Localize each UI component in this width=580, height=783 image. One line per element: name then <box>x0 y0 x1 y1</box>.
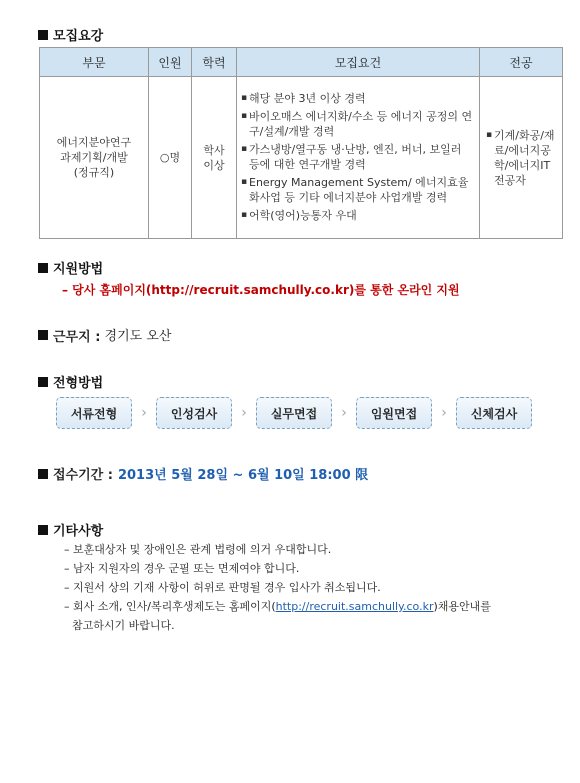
square-bullet-icon <box>38 377 48 387</box>
period-title: 접수기간 : <box>53 468 113 483</box>
education-line: 학사 <box>203 143 225 157</box>
department-line: 에너지분야연구 <box>56 136 132 149</box>
condition-item: ▪ Energy Management System/ 에너지효율화사업 등 기타 에너지분야 사업개발 경력 <box>241 175 475 205</box>
education-line: 이상 <box>203 158 225 172</box>
major-text: ▪ 기계/화공/재료/에너지공학/에너지IT 전공자 <box>486 128 558 188</box>
col-header-major: 전공 <box>480 48 563 77</box>
location-value: 경기도 오산 <box>104 329 172 344</box>
etc-list <box>64 540 491 635</box>
condition-item: ▪ 가스냉방/열구동 냉·난방, 엔진, 버너, 보일러 등에 대한 연구개발 경력 <box>241 142 475 172</box>
location-title <box>38 326 100 345</box>
etc-title-text: 기타사항 <box>53 524 104 539</box>
process-step: 인성검사 <box>156 397 232 429</box>
square-bullet-icon <box>38 330 48 340</box>
conditions-list <box>241 91 475 223</box>
process-step: 서류전형 <box>56 397 132 429</box>
col-header-education: 학력 <box>192 48 237 77</box>
process-steps <box>56 397 532 429</box>
location-title-text: 근무지 : <box>53 329 101 345</box>
col-header-headcount: 인원 <box>149 48 192 77</box>
period-value: 2013년 5월 28일 ~ 6월 10일 18:00 限 <box>117 468 369 483</box>
list-item: – 보훈대상자 및 장애인은 관계 법령에 의거 우대합니다. <box>64 543 332 556</box>
etc-last-suffix: )채용안내를 <box>433 600 491 613</box>
department-cell <box>40 77 149 239</box>
recruit-table <box>39 47 563 239</box>
headcount-cell: ○명 <box>149 77 192 239</box>
table-header-row <box>40 48 563 77</box>
major-cell <box>480 77 563 239</box>
etc-last-prefix: – 회사 소개, 인사/복리후생제도는 홈페이지( <box>64 600 276 613</box>
location-line <box>38 325 171 345</box>
square-bullet-icon <box>38 263 48 273</box>
condition-item: ▪ 바이오매스 에너지화/수소 등 에너지 공정의 연구/설계/개발 경력 <box>241 109 475 139</box>
department-line: 과제기획/개발 <box>60 151 128 164</box>
education-cell <box>192 77 237 239</box>
chevron-right-icon: › <box>141 405 147 421</box>
square-bullet-icon <box>38 525 48 535</box>
list-item <box>64 597 491 616</box>
recruit-title-text: 모집요강 <box>53 29 104 44</box>
recruit-section-title <box>38 25 103 44</box>
apply-title-text: 지원방법 <box>53 262 104 277</box>
apply-section-title <box>38 258 103 277</box>
condition-item: ▪ 해당 분야 3년 이상 경력 <box>241 91 475 106</box>
process-title-text: 전형방법 <box>53 376 104 391</box>
recruit-site-link[interactable]: http://recruit.samchully.co.kr <box>275 600 434 613</box>
square-bullet-icon <box>38 469 48 479</box>
col-header-department: 부문 <box>40 48 149 77</box>
period-line <box>38 464 368 483</box>
process-section-title <box>38 372 103 391</box>
table-row <box>40 77 563 239</box>
conditions-cell <box>237 77 480 239</box>
list-item: – 남자 지원자의 경우 군필 또는 면제여야 합니다. <box>64 562 300 575</box>
chevron-right-icon: › <box>441 405 447 421</box>
apply-method-text: – 당사 홈페이지(http://recruit.samchully.co.kr)를 통한 온라인 지원 <box>62 283 460 297</box>
square-bullet-icon <box>38 30 48 40</box>
process-step: 실무면접 <box>256 397 332 429</box>
chevron-right-icon: › <box>241 405 247 421</box>
etc-section-title <box>38 520 103 539</box>
list-item: – 지원서 상의 기재 사항이 허위로 판명될 경우 입사가 취소됩니다. <box>64 581 381 594</box>
col-header-conditions: 모집요건 <box>237 48 480 77</box>
condition-item: ▪ 어학(영어)능통자 우대 <box>241 208 475 223</box>
process-step: 임원면접 <box>356 397 432 429</box>
department-line: (정규직) <box>73 166 115 179</box>
chevron-right-icon: › <box>341 405 347 421</box>
process-step: 신체검사 <box>456 397 532 429</box>
list-item-continuation: 참고하시기 바랍니다. <box>72 619 175 632</box>
